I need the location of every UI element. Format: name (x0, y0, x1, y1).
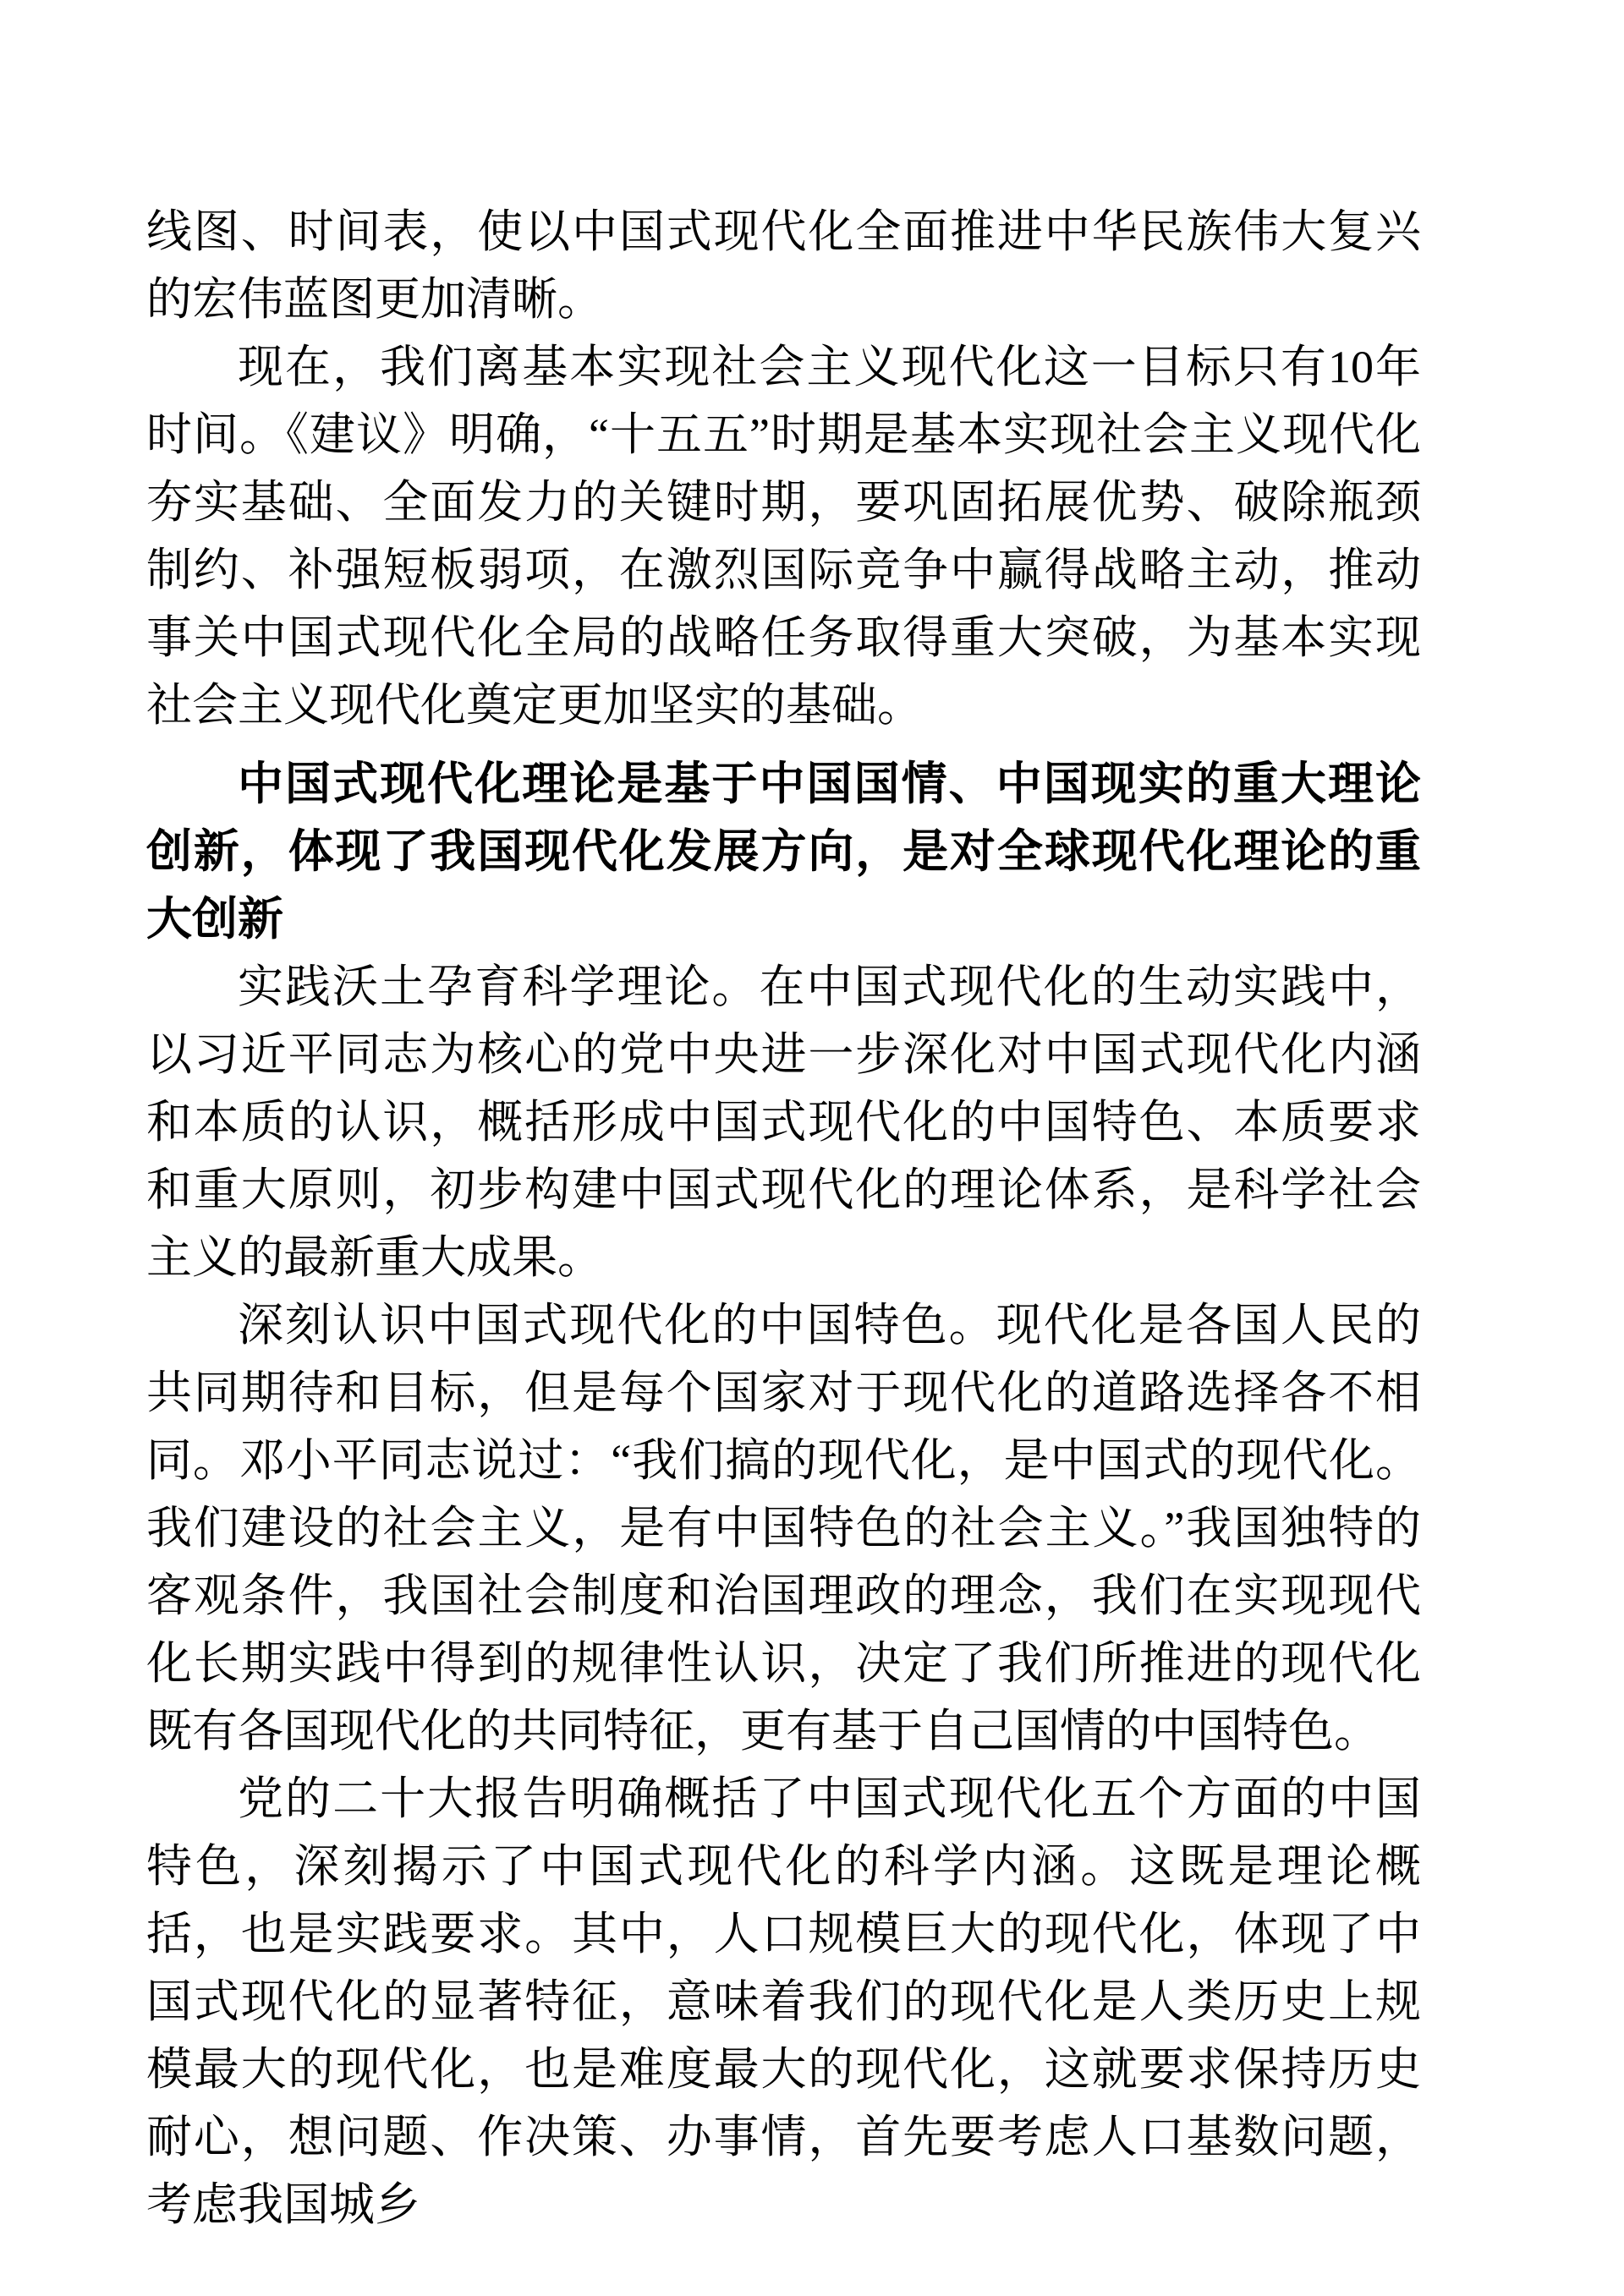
body-paragraph: 线图、时间表，使以中国式现代化全面推进中华民族伟大复兴的宏伟蓝图更加清晰。 (146, 206, 1421, 325)
body-paragraph: 深刻认识中国式现代化的中国特色。现代化是各国人民的共同期待和目标，但是每个国家对于现代化的道路选择各不相同。邓小平同志说过：“我们搞的现代化，是中国式的现代化。我们建设的社会主义，是有中国特色的社会主义。”我国独特的客观条件，我国社会制度和治国理政的理念，我们在实现现代化长期实践中得到的规律性认识，决定了我们所推进的现代化既有各国现代化的共同特征，更有基于自己国情的中国特色。 (146, 1300, 1421, 1756)
body-paragraph: 实践沃土孕育科学理论。在中国式现代化的生动实践中，以习近平同志为核心的党中央进一步深化对中国式现代化内涵和本质的认识，概括形成中国式现代化的中国特色、本质要求和重大原则，初步构建中国式现代化的理论体系，是科学社会主义的最新重大成果。 (146, 962, 1421, 1283)
document-content (146, 198, 1421, 2238)
body-paragraph: 现在，我们离基本实现社会主义现代化这一目标只有10年时间。《建议》明确，“十五五”时期是基本实现社会主义现代化夯实基础、全面发力的关键时期，要巩固拓展优势、破除瓶颈制约、补强短板弱项，在激烈国际竞争中赢得战略主动，推动事关中国式现代化全局的战略任务取得重大突破，为基本实现社会主义现代化奠定更加坚实的基础。 (146, 342, 1421, 731)
body-paragraph: 党的二十大报告明确概括了中国式现代化五个方面的中国特色，深刻揭示了中国式现代化的科学内涵。这既是理论概括，也是实践要求。其中，人口规模巨大的现代化，体现了中国式现代化的显著特征，意味着我们的现代化是人类历史上规模最大的现代化，也是难度最大的现代化，这就要求保持历史耐心，想问题、作决策、办事情，首先要考虑人口基数问题，考虑我国城乡 (146, 1773, 1421, 2230)
section-heading: 中国式现代化理论是基于中国国情、中国现实的重大理论创新，体现了我国现代化发展方向，是对全球现代化理论的重大创新 (146, 759, 1421, 945)
